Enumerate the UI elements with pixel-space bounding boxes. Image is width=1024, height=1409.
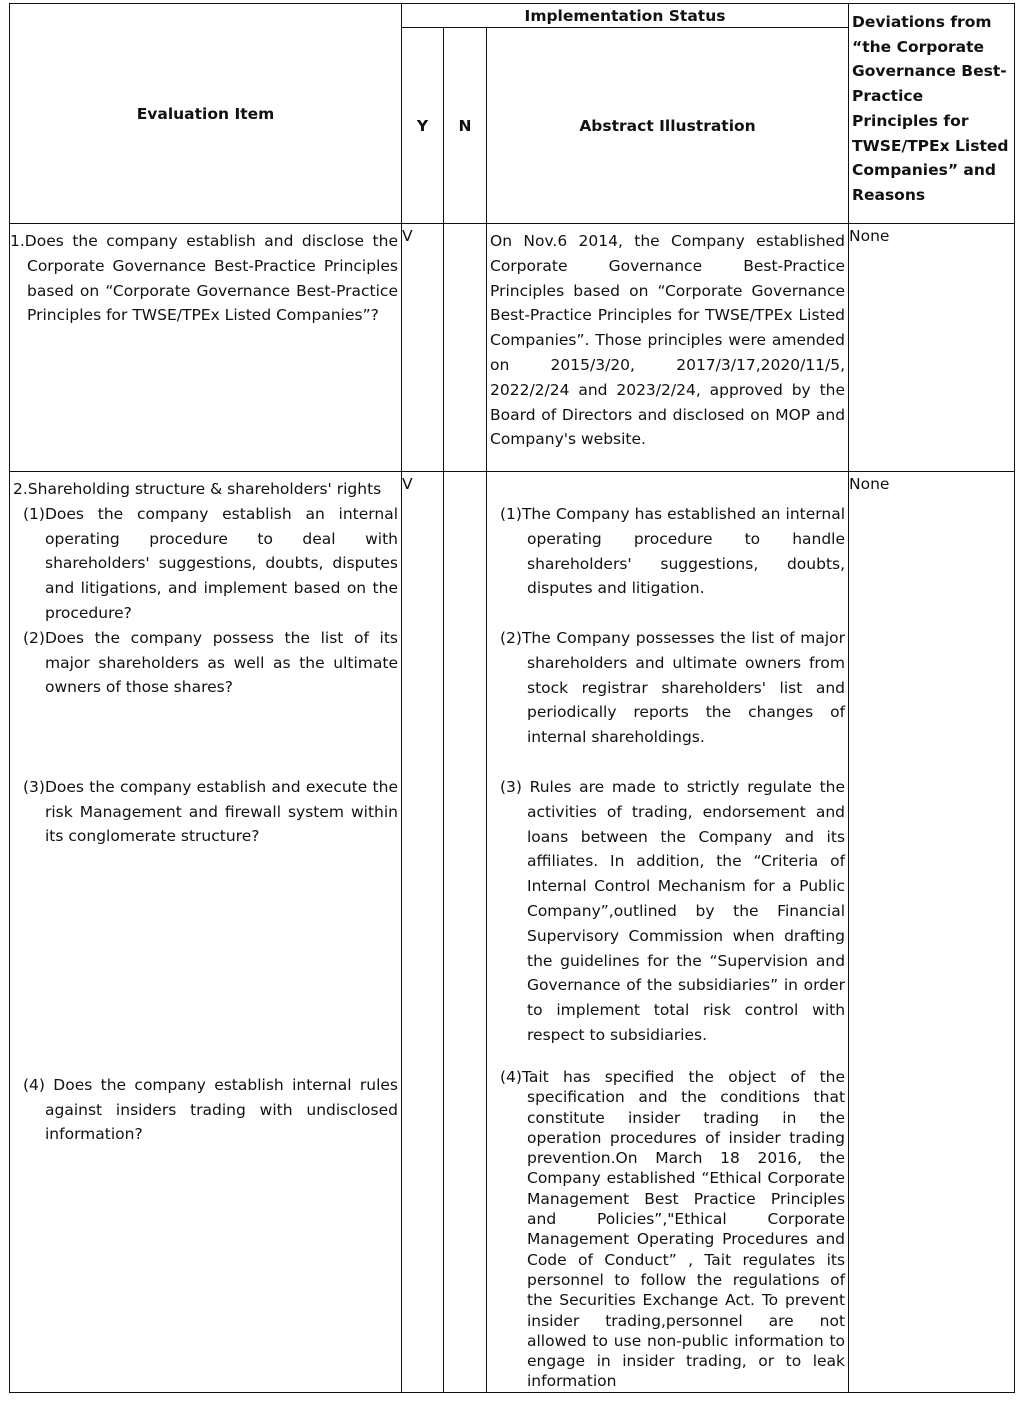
sub-question: (2)Does the company possess the list of its major shareholders as well as the ultimate owners of those shares?: [23, 628, 398, 697]
evaluation-item-header: Evaluation Item: [10, 4, 402, 224]
sub-answer: (3) Rules are made to strictly regulate the activities of trading, endorsement and loans between the Company and its affiliates. In addition, the “Criteria of Internal Control Mechanism for a Public Company”,outlined by the Financial Supervisory Commission when drafting the guidelines for the “Supervision and Governance of the subsidiaries” in order to implement total risk control with respect to subsidiaries.: [500, 778, 846, 1044]
sub-answer: (2)The Company possesses the list of major shareholders and ultimate owners from stock registrar shareholders' list and periodically reports the changes of internal shareholdings.: [500, 629, 846, 747]
evaluation-item-title: 2.Shareholding structure & shareholders' rights: [13, 480, 382, 498]
table-row: [10, 224, 1015, 472]
table-row: [10, 472, 1015, 1393]
n-header: N: [444, 28, 487, 224]
illustration-cell: [487, 224, 849, 472]
sub-question: (4) Does the company establish internal rules against insiders trading with undisclosed information?: [23, 1075, 398, 1144]
illustration-group: [487, 472, 848, 1392]
evaluation-item-cell: [10, 224, 402, 472]
spacer: [490, 477, 845, 502]
evaluation-item-text: 1.Does the company establish and disclose the Corporate Governance Best-Practice Principles based on “Corporate Governance Best-Practice Principles for TWSE/TPEx Listed Companies”?: [10, 232, 398, 325]
sub-question: (3)Does the company establish and execute the risk Management and firewall system within its conglomerate structure?: [23, 777, 398, 846]
deviation-cell: None: [849, 472, 1015, 1393]
implementation-status-header: Implementation Status: [402, 4, 849, 28]
evaluation-item-group: [10, 472, 401, 1147]
sub-answer: (1)The Company has established an internal operating procedure to handle shareholders' suggestions, doubts, disputes and litigation.: [500, 505, 846, 598]
y-header: Y: [402, 28, 444, 224]
sub-question: (1)Does the company establish an internal operating procedure to deal with shareholders' suggestions, doubts, disputes and litigations, and implement based on the procedure?: [23, 504, 398, 622]
y-mark: V: [402, 224, 444, 472]
corporate-governance-table: [9, 3, 1015, 1393]
n-mark: [444, 224, 487, 472]
deviation-cell: None: [849, 224, 1015, 472]
y-mark: V: [402, 472, 444, 1393]
sub-answer: (4)Tait has specified the object of the specification and the conditions that constitute insider trading in the operation procedures of insider trading prevention.On March 18 2016, the Company established “Ethical Corporate Management Best Practice Principles and Policies”,"Ethical Corporate Management Operating Procedures and Code of Conduct” , Tait regulates its personnel to follow the regulations of the Securities Exchange Act. To prevent insider trading,personnel are not allowed to use non-public information to engage in insider trading, or to leak information: [500, 1068, 846, 1391]
abstract-illustration-header: Abstract Illustration: [487, 28, 849, 224]
illustration-text: On Nov.6 2014, the Company established Corporate Governance Best-Practice Principles based on “Corporate Governance Best-Practice Principles for TWSE/TPEx Listed Companies”. Those principles were amended on 2015/3/20, 2017/3/17,2020/11/5, 2022/2/24 and 2023/2/24, approved by the Board of Directors and disclosed on MOP and Company's website.: [490, 232, 846, 449]
n-mark: [444, 472, 487, 1393]
illustration-cell: [487, 472, 849, 1393]
evaluation-item-cell: [10, 472, 402, 1393]
deviations-header: Deviations from “the Corporate Governance Best-Practice Principles for TWSE/TPEx Listed Companies” and Reasons: [849, 4, 1015, 224]
